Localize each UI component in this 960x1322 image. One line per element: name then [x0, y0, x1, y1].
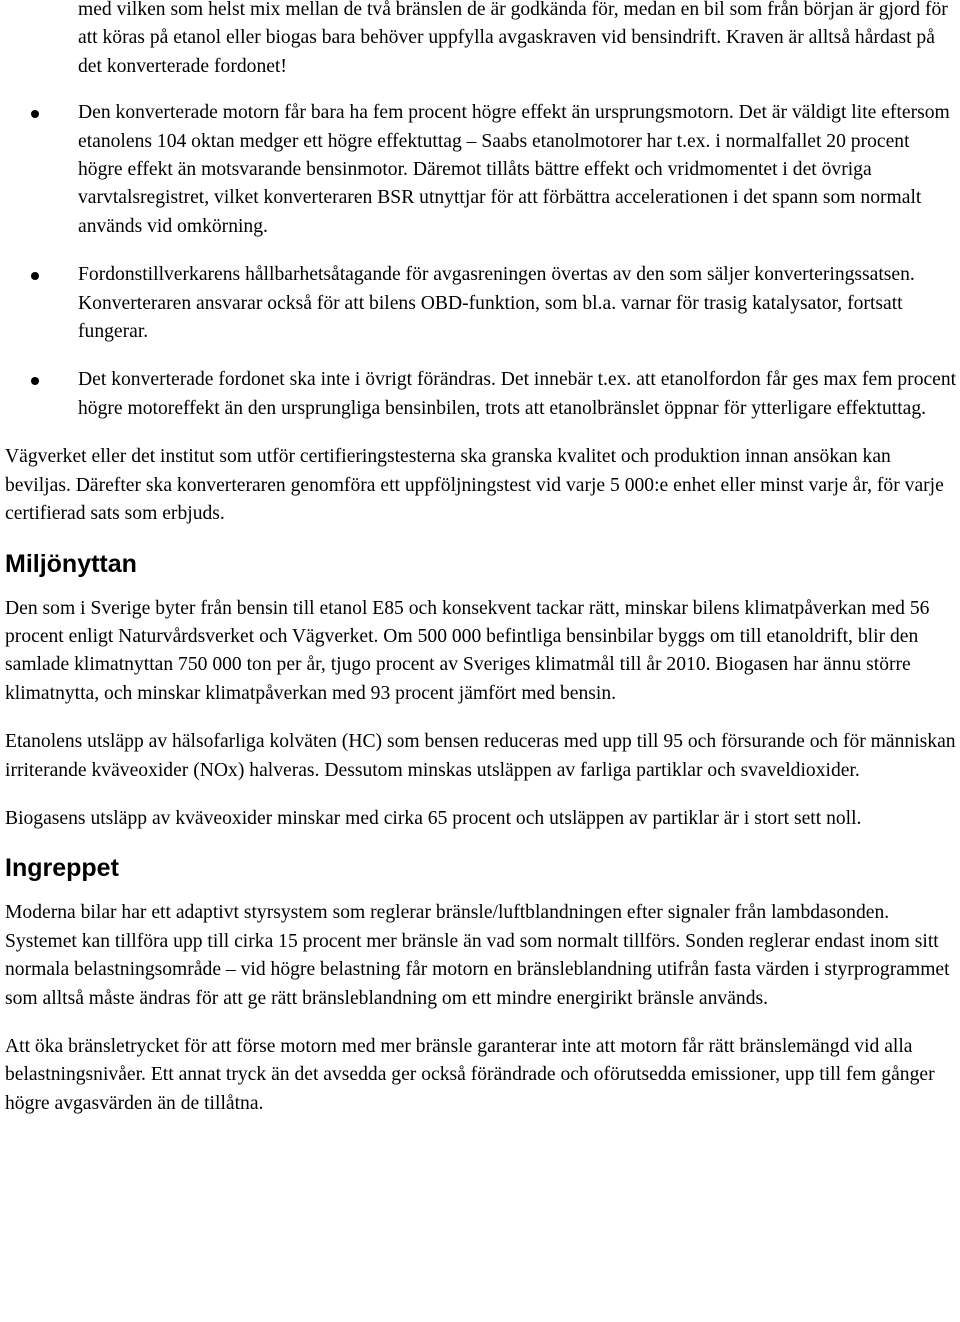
requirements-list [5, 99, 957, 423]
list-item [5, 366, 957, 423]
certification-paragraph: Vägverket eller det institut som utför certifieringstesterna ska granska kvalitet och produktion innan ansökan kan beviljas. Därefter ska konverteraren genomföra ett uppföljningstest vid varje 5 000:e enhet eller minst varje år, för varje certifierad sats som erbjuds. [5, 446, 944, 525]
list-item [5, 99, 957, 241]
body-paragraph: Biogasens utsläpp av kväveoxider minskar med cirka 65 procent och utsläppen av partiklar är i stort sett noll. [5, 807, 862, 829]
list-item [5, 261, 957, 346]
list-item-text: Fordonstillverkarens hållbarhetsåtagande för avgasreningen övertas av den som säljer konverteringssatsen. Konverteraren ansvarar också för att bilens OBD-funktion, som bl.a. varnar för trasig katalysator, fortsatt fungerar. [78, 264, 915, 343]
list-item-text: Det konverterade fordonet ska inte i övrigt förändras. Det innebär t.ex. att etanolfordon får ges max fem procent högre motoreffekt än den ursprungliga bensinbilen, trots att etanolbränslet öppnar för ytterligare effektuttag. [78, 369, 957, 419]
document-page [5, 0, 957, 1118]
list-item-text: Den konverterade motorn får bara ha fem procent högre effekt än ursprungsmotorn. Det är väldigt lite eftersom etanolens 104 oktan medger ett högre effektuttag – Saabs etanolmotorer har t.ex. i normalfallet 20 procent högre effekt än motsvarande bensinmotor. Däremot tillåts bättre effekt och vridmomentet i det övriga varvtalsregistret, vilket konverteraren BSR utnyttjar för att förbättra accelerationen i det spann som normalt används vid omkörning. [78, 102, 950, 237]
body-paragraph: Att öka bränsletrycket för att förse motorn med mer bränsle garanterar inte att motorn får rätt bränslemängd vid alla belastningsnivåer. Ett annat tryck än det avsedda ger också förändrade och oförutsedda emissioner, upp till fem gånger högre avgasvärden än de tillåtna. [5, 1035, 935, 1114]
bullet-icon [31, 272, 39, 280]
intro-continuation: med vilken som helst mix mellan de två bränslen de är godkända för, medan en bil som från början är gjord för att köras på etanol eller biogas bara behöver uppfylla avgaskraven vid bensindrift. Kraven är alltså hårdast på det konverterade fordonet! [78, 0, 948, 77]
bullet-icon [31, 110, 39, 118]
bullet-icon [31, 377, 39, 385]
section-heading-miljonyttan: Miljönyttan [5, 549, 137, 578]
body-paragraph: Den som i Sverige byter från bensin till etanol E85 och konsekvent tackar rätt, minskar bilens klimatpåverkan med 56 procent enligt Naturvårdsverket och Vägverket. Om 500 000 befintliga bensinbilar byggs om till etanoldrift, blir den samlade klimatnyttan 750 000 ton per år, tjugo procent av Sveriges klimatmål till år 2010. Biogasen har ännu större klimatnytta, och minskar klimatpåverkan med 93 procent jämfört med bensin. [5, 597, 930, 704]
body-paragraph: Etanolens utsläpp av hälsofarliga kolväten (HC) som bensen reduceras med upp till 95 och försurande och för människan irriterande kväveoxider (NOx) halveras. Dessutom minskas utsläppen av farliga partiklar och svaveldioxider. [5, 731, 956, 781]
section-heading-ingreppet: Ingreppet [5, 854, 119, 883]
body-paragraph: Moderna bilar har ett adaptivt styrsystem som reglerar bränsle/luftblandningen efter signaler från lambdasonden. Systemet kan tillföra upp till cirka 15 procent mer bränsle än vad som normalt tillförs. Sonden reglerar endast inom sitt normala belastningsområde – vid högre belastning får motorn en bränsleblandning utifrån fasta värden i styrprogrammet som alltså måste ändras för att ge rätt bränsleblandning om ett mindre energirikt bränsle används. [5, 902, 950, 1009]
